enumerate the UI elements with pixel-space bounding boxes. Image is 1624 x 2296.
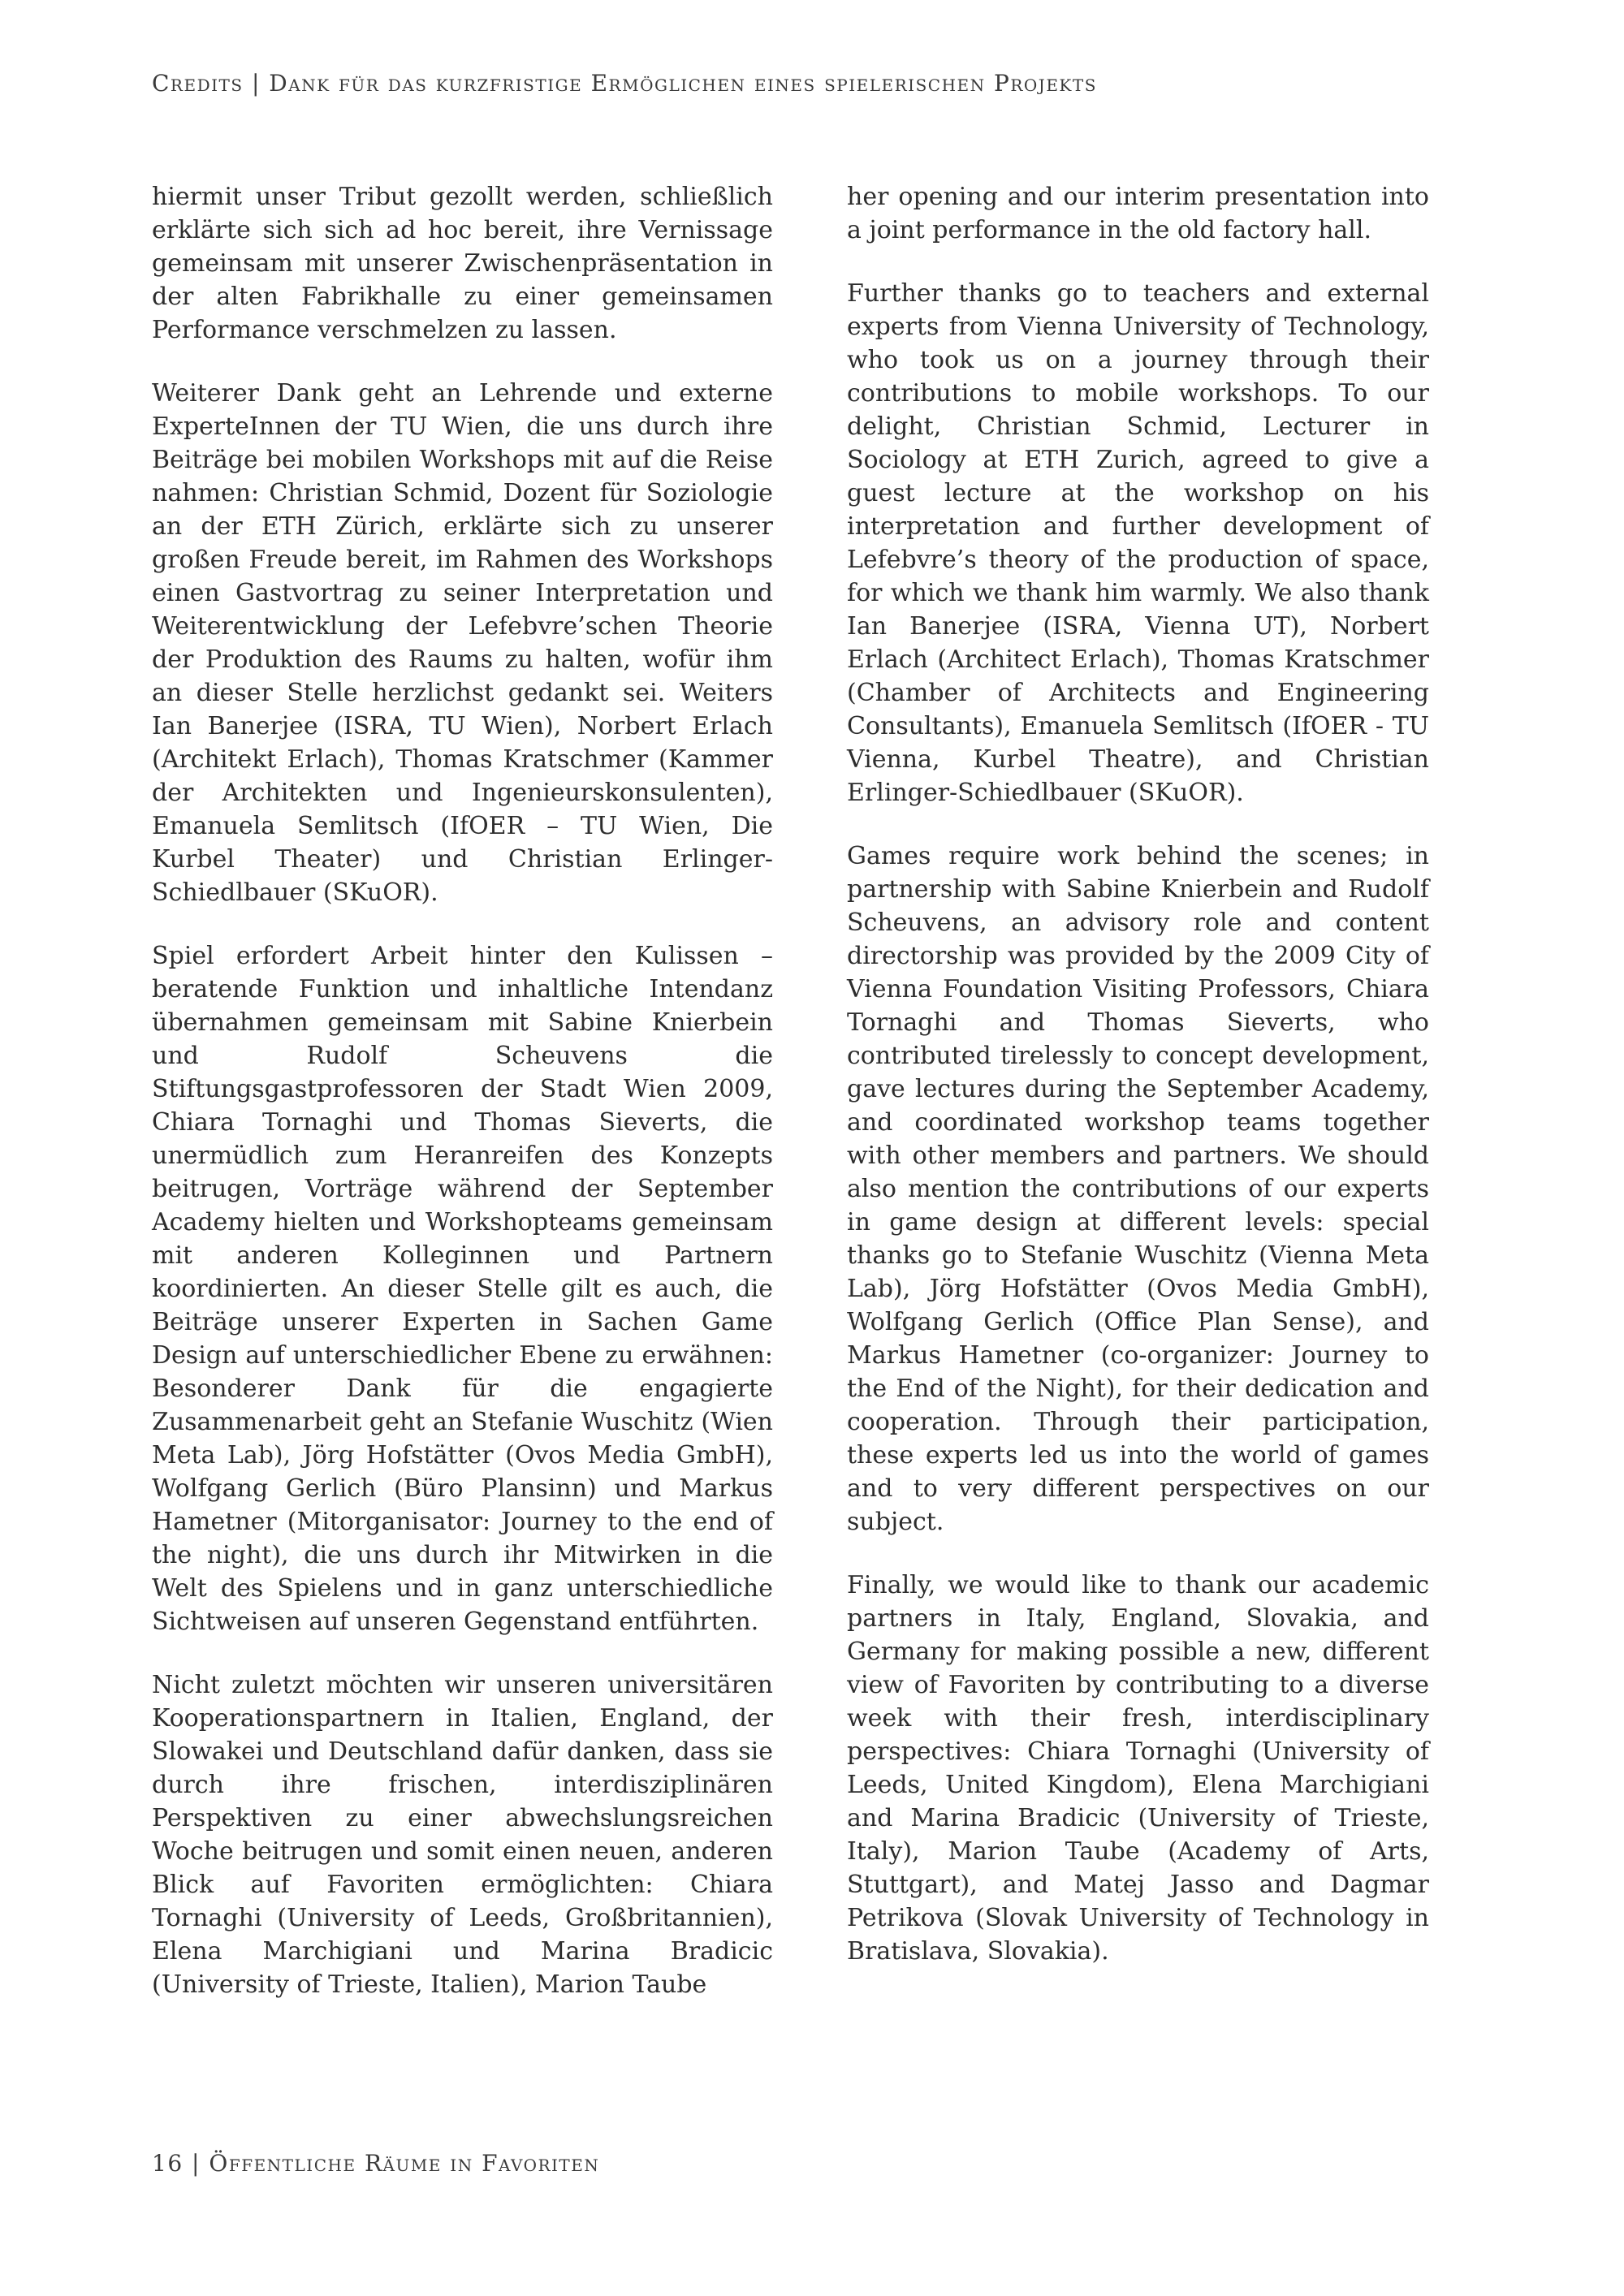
paragraph-english-2: Further thanks go to teachers and external experts from Vienna University of Technology, who took us on a journey through their contributions to mobile workshops. To our delight, Christian Schmid, Lecturer in Sociology at ETH Zurich, agreed to give a guest lecture at the workshop on his interpretation and further development of Lefebvre’s theory of the production of space, for which we thank him warmly. We also thank Ian Banerjee (ISRA, Vienna UT), Norbert Erlach (Architect Erlach), Thomas Kratschmer (Chamber of Architects and Engineering Consultants), Emanuela Semlitsch (IfOER - TU Vienna, Kurbel Theatre), and Christian Erlinger-Schiedlbauer (SKuOR). [847,279,1429,807]
column-german [152,180,773,2001]
page-footer-text: 16 | Öffentliche Räume in Favoriten [152,2150,600,2177]
paragraph-english-4: Finally, we would like to thank our academic partners in Italy, England, Slovakia, and Germany for making possible a new, different view of Favoriten by contributing to a diverse week with their fresh, interdisciplinary perspectives: Chiara Tornaghi (University of Leeds, United Kingdom), Elena Marchigiani and Marina Bradicic (University of Trieste, Italy), Marion Taube (Academy of Arts, Stuttgart), and Matej Jasso and Dagmar Petrikova (Slovak University of Technology in Bratislava, Slovakia). [847,1571,1429,1966]
paragraph-german-4: Nicht zuletzt möchten wir unseren universitären Kooperationspartnern in Italien, England, der Slowakei und Deutschland dafür danken, dass sie durch ihre frischen, interdisziplinären Perspektiven zu einer abwechslungsreichen Woche beitrugen und somit einen neuen, anderen Blick auf Favoriten ermöglichten: Chiara Tornaghi (University of Leeds, Großbritannien), Elena Marchigiani und Marina Bradicic (University of Trieste, Italien), Marion Taube [152,1671,773,1999]
page-header [152,70,1097,97]
paragraph-english-1: her opening and our interim presentation into a joint performance in the old factory hall. [847,183,1429,244]
paragraph-english-3: Games require work behind the scenes; in partnership with Sabine Knierbein and Rudolf Scheuvens, an advisory role and content directorship was provided by the 2009 City of Vienna Foundation Visiting Professors, Chiara Tornaghi and Thomas Sieverts, who contributed tirelessly to concept development, gave lectures during the September Academy, and coordinated workshop teams together with other members and partners. We should also mention the contributions of our experts in game design at different levels: special thanks go to Stefanie Wuschitz (Vienna Meta Lab), Jörg Hofstätter (Ovos Media GmbH), Wolfgang Gerlich (Office Plan Sense), and Markus Hametner (co-organizer: Journey to the End of the Night), for their dedication and cooperation. Through their participation, these experts led us into the world of games and to very different perspectives on our subject. [847,842,1429,1536]
page-footer [152,2150,599,2177]
page-header-text: Credits | Dank für das kurzfristige Ermöglichen eines spielerischen Projekts [152,70,1097,97]
paragraph-german-1: hiermit unser Tribut gezollt werden, schließlich erklärte sich sich ad hoc bereit, ihre Vernissage gemeinsam mit unserer Zwischenpräsentation in der alten Fabrikhalle zu einer gemeinsamen Performance verschmelzen zu lassen. [152,183,773,344]
column-english [847,180,1429,2001]
text-columns [152,180,1429,2001]
paragraph-german-2: Weiterer Dank geht an Lehrende und externe ExperteInnen der TU Wien, die uns durch ihre Beiträge bei mobilen Workshops mit auf die Reise nahmen: Christian Schmid, Dozent für Soziologie an der ETH Zürich, erklärte sich zu unserer großen Freude bereit, im Rahmen des Workshops einen Gastvortrag zu seiner Interpretation und Weiterentwicklung der Lefebvre’schen Theorie der Produktion des Raums zu halten, wofür ihm an dieser Stelle herzlichst gedankt sei. Weiters Ian Banerjee (ISRA, TU Wien), Norbert Erlach (Architekt Erlach), Thomas Kratschmer (Kammer der Architekten und Ingenieurskonsulenten), Emanuela Semlitsch (IfOER – TU Wien, Die Kurbel Theater) und Christian Erlinger-Schiedlbauer (SKuOR). [152,379,773,907]
paragraph-german-3: Spiel erfordert Arbeit hinter den Kulissen – beratende Funktion und inhaltliche Intendanz übernahmen gemeinsam mit Sabine Knierbein und Rudolf Scheuvens die Stiftungsgastprofessoren der Stadt Wien 2009, Chiara Tornaghi und Thomas Sieverts, die unermüdlich zum Heranreifen des Konzepts beitrugen, Vorträge während der September Academy hielten und Workshopteams gemeinsam mit anderen Kolleginnen und Partnern koordinierten. An dieser Stelle gilt es auch, die Beiträge unserer Experten in Sachen Game Design auf unterschiedlicher Ebene zu erwähnen: Besonderer Dank für die engagierte Zusammenarbeit geht an Stefanie Wuschitz (Wien Meta Lab), Jörg Hofstätter (Ovos Media GmbH), Wolfgang Gerlich (Büro Plansinn) und Markus Hametner (Mitorganisator: Journey to the end of the night), die uns durch ihr Mitwirken in die Welt des Spielens und in ganz unterschiedliche Sichtweisen auf unseren Gegenstand entführten. [152,942,773,1636]
